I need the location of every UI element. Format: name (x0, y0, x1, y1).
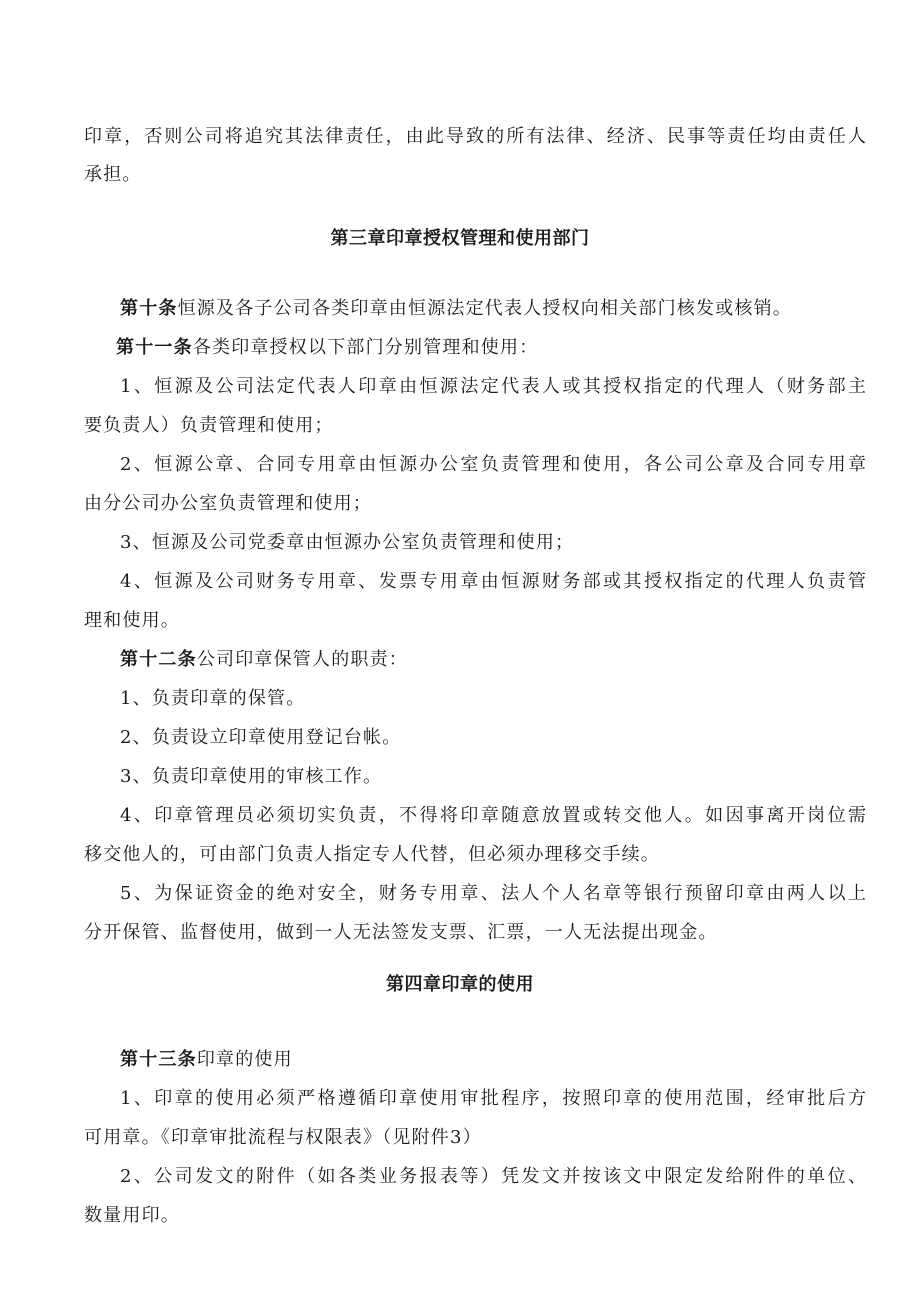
list-item-line: 由分公司办公室负责管理和使用； (84, 493, 372, 514)
chapter-4-heading: 第四章印章的使用 (386, 974, 534, 995)
article-11 (116, 333, 866, 363)
chapter-3-heading: 第三章印章授权管理和使用部门 (330, 228, 590, 249)
list-item-line: 4、恒源及公司财务专用章、发票专用章由恒源财务部或其授权指定的代理人负责管 (120, 571, 866, 592)
list-item-line: 1、印章的使用必须严格遵循印章使用审批程序，按照印章的使用范围，经审批后方 (120, 1088, 866, 1109)
list-item-line: 1、负责印章的保管。 (120, 688, 306, 709)
list-item-line: 3、负责印章使用的审核工作。 (120, 766, 383, 787)
list-item-line: 2、负责设立印章使用登记台帐。 (120, 727, 402, 748)
list-item-line: 3、恒源及公司党委章由恒源办公室负责管理和使用； (120, 532, 575, 553)
article-10 (120, 294, 866, 324)
article-13 (120, 1045, 866, 1075)
list-item-line: 要负责人）负责管理和使用； (84, 415, 334, 436)
list-item-line: 2、公司发文的附件（如各类业务报表等）凭发文并按该文中限定发给附件的单位、 (120, 1166, 866, 1187)
article-12 (120, 645, 866, 675)
article-13-text: 印章的使用 (196, 1049, 293, 1070)
list-item-line: 可用章。《印章审批流程与权限表》（见附件3） (84, 1127, 482, 1148)
article-11-text: 各类印章授权以下部门分别管理和使用： (192, 337, 539, 358)
list-item-line: 5、为保证资金的绝对安全，财务专用章、法人个人名章等银行预留印章由两人以上 (120, 883, 866, 904)
list-item-line: 理和使用。 (84, 610, 180, 631)
list-item-line: 2、恒源公章、合同专用章由恒源办公室负责管理和使用，各公司公章及合同专用章 (120, 454, 866, 475)
article-12-text: 公司印章保管人的职责： (196, 649, 409, 670)
article-11-label: 第十一条 (116, 337, 193, 358)
list-item-line: 4、印章管理员必须切实负责，不得将印章随意放置或转交他人。如因事离开岗位需 (120, 805, 866, 826)
list-item-line: 1、恒源及公司法定代表人印章由恒源法定代表人或其授权指定的代理人（财务部主 (120, 376, 866, 397)
article-13-label: 第十三条 (120, 1049, 197, 1070)
list-item-line: 数量用印。 (84, 1205, 180, 1226)
article-12-label: 第十二条 (120, 649, 197, 670)
article-10-text: 恒源及各子公司各类印章由恒源法定代表人授权向相关部门核发或核销。 (177, 298, 793, 319)
article-10-label: 第十条 (120, 298, 178, 319)
list-item-line: 移交他人的，可由部门负责人指定专人代替，但必须办理移交手续。 (84, 844, 660, 865)
paragraph-line: 承担。 (84, 164, 142, 185)
list-item-line: 分开保管、监督使用，做到一人无法签发支票、汇票，一人无法提出现金。 (84, 922, 718, 943)
paragraph-line: 印章，否则公司将追究其法律责任，由此导致的所有法律、经济、民事等责任均由责任人 (84, 126, 866, 147)
